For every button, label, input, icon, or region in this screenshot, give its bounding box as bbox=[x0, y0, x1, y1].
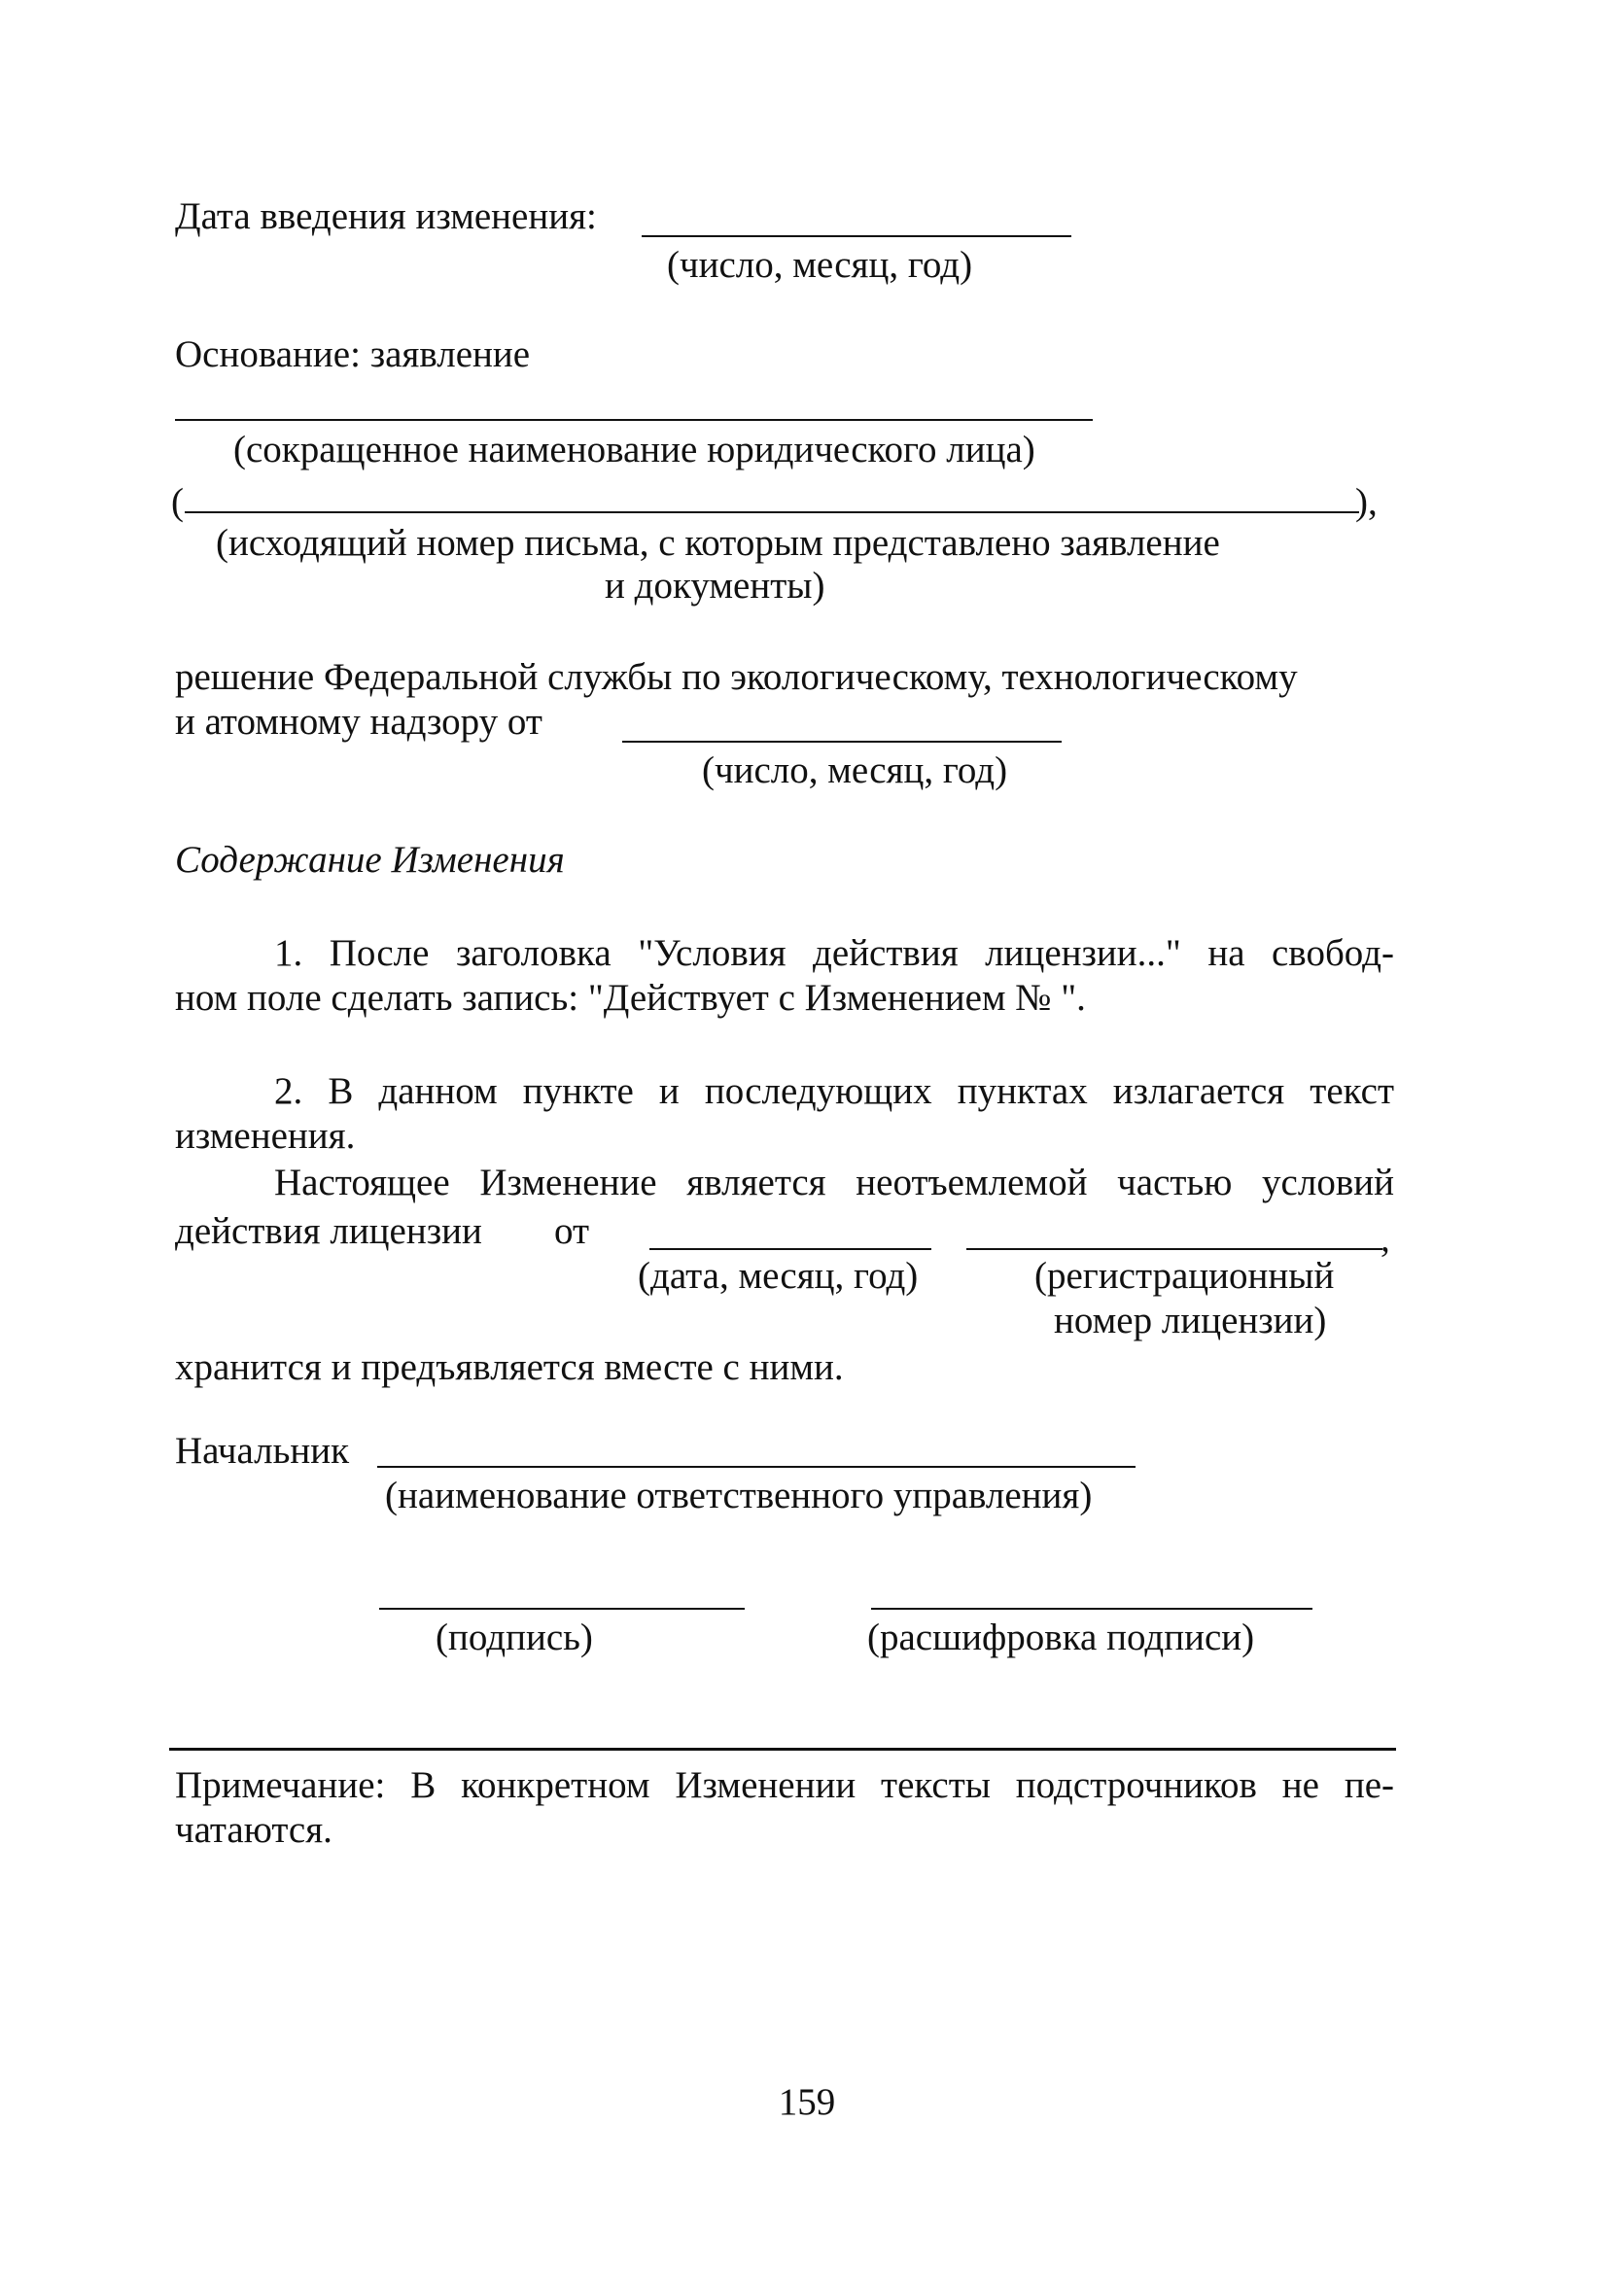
decode-caption: (расшифровка подписи) bbox=[867, 1617, 1255, 1658]
note-line2-a: действия лицензии bbox=[175, 1210, 482, 1252]
department-input-line[interactable] bbox=[377, 1466, 1136, 1468]
letter-caption-line1: (исходящий номер письма, с которым представлено заявление bbox=[216, 522, 1220, 564]
item1-line1: 1. После заголовка "Условия действия лицензии..." на свобод- bbox=[274, 932, 1394, 974]
item1-line2: ном поле сделать запись: "Действует с Изменением № ". bbox=[175, 977, 1086, 1019]
department-caption: (наименование ответственного управления) bbox=[385, 1475, 1093, 1516]
chief-label: Начальник bbox=[175, 1430, 350, 1472]
reg-number-input-line[interactable] bbox=[966, 1248, 1382, 1250]
date-input-line[interactable] bbox=[642, 235, 1071, 237]
letter-number-input-line[interactable] bbox=[185, 511, 1359, 513]
date-label: Дата введения изменения: bbox=[175, 195, 597, 237]
note-line3: хранится и предъявляется вместе с ними. bbox=[175, 1346, 844, 1388]
page-number: 159 bbox=[778, 2081, 836, 2123]
item2-line2: изменения. bbox=[175, 1115, 356, 1157]
item2-line1: 2. В данном пункте и последующих пунктах излагается текст bbox=[274, 1070, 1394, 1112]
license-date-input-line[interactable] bbox=[649, 1248, 931, 1250]
decision-line2: и атомному надзору от bbox=[175, 701, 542, 743]
letter-caption-line2: и документы) bbox=[605, 565, 825, 607]
decision-date-input-line[interactable] bbox=[622, 741, 1062, 743]
license-date-caption: (дата, месяц, год) bbox=[638, 1255, 919, 1297]
footnote-line2: чатаются. bbox=[175, 1809, 332, 1851]
footnote-line1: Примечание: В конкретном Изменении тексты подстрочников не пе- bbox=[175, 1764, 1394, 1806]
decode-input-line[interactable] bbox=[871, 1608, 1312, 1610]
decision-line1: решение Федеральной службы по экологическому, технологическому bbox=[175, 656, 1298, 698]
reg-caption-line2: номер лицензии) bbox=[1054, 1300, 1327, 1341]
note-line1: Настоящее Изменение является неотъемлемой частью условий bbox=[274, 1162, 1394, 1203]
reg-number-comma: , bbox=[1381, 1218, 1390, 1260]
signature-input-line[interactable] bbox=[379, 1608, 745, 1610]
note-line2-b: от bbox=[554, 1210, 590, 1252]
reg-caption-line1: (регистрационный bbox=[1034, 1255, 1335, 1297]
signature-caption: (подпись) bbox=[436, 1617, 593, 1658]
legal-entity-input-line[interactable] bbox=[175, 419, 1093, 421]
paren-open: ( bbox=[171, 481, 184, 523]
paren-close: ), bbox=[1355, 481, 1378, 523]
footnote-divider bbox=[169, 1748, 1396, 1751]
date-caption: (число, месяц, год) bbox=[667, 244, 973, 286]
legal-entity-caption: (сокращенное наименование юридического лица) bbox=[233, 429, 1035, 470]
decision-date-caption: (число, месяц, год) bbox=[702, 749, 1008, 791]
basis-label: Основание: заявление bbox=[175, 333, 531, 375]
content-heading: Содержание Изменения bbox=[175, 839, 565, 881]
